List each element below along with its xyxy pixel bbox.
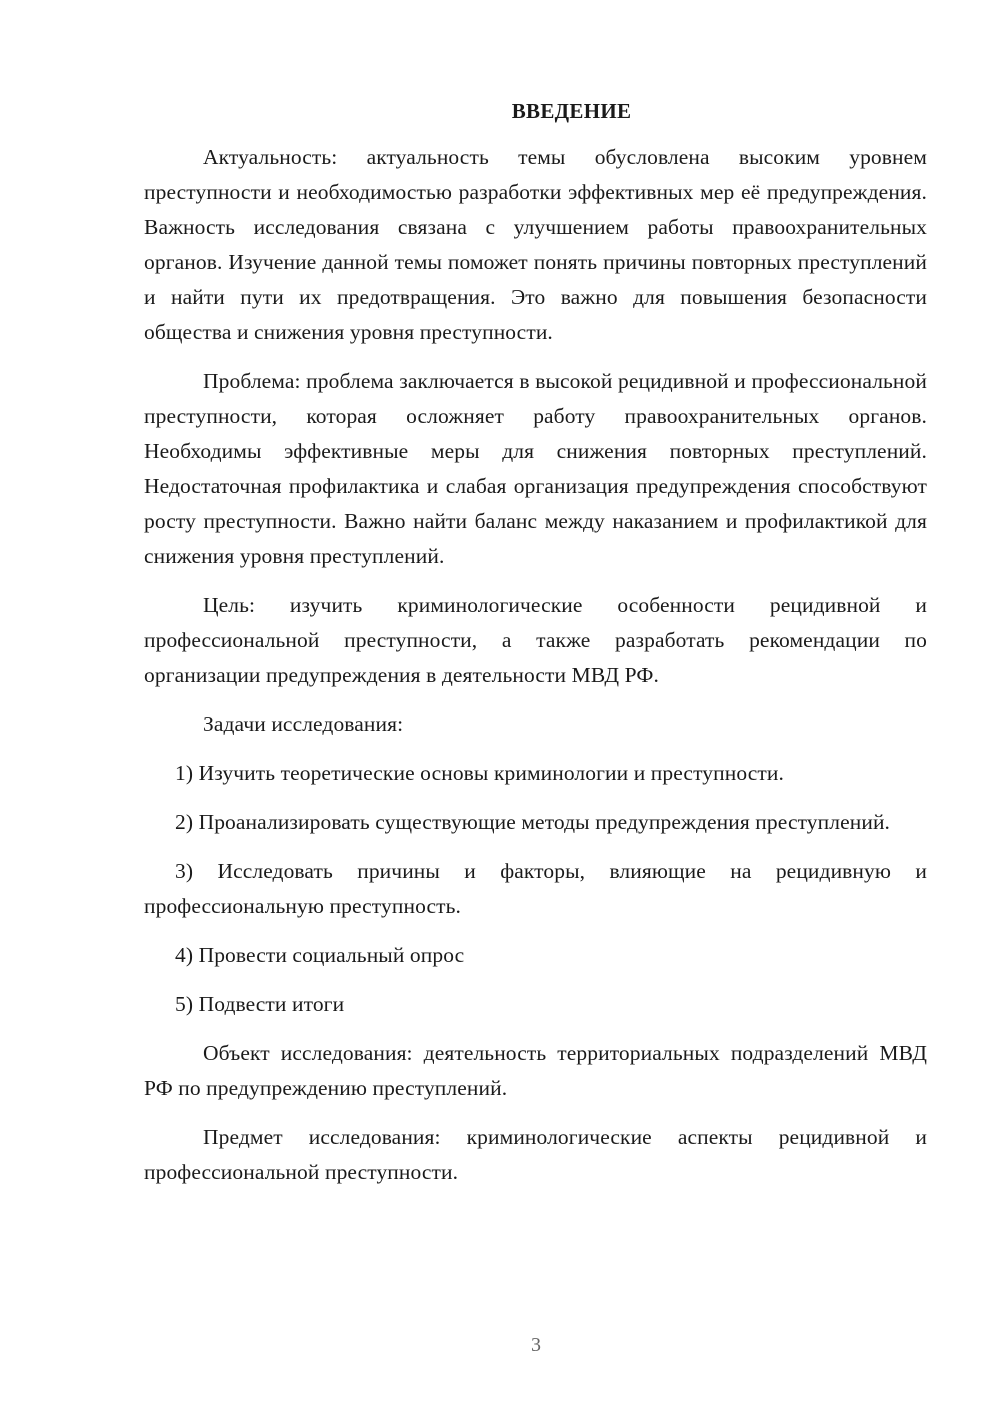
page-number: 3 <box>531 1334 541 1356</box>
paragraph-goal: Цель: изучить криминологические особенности рецидивной и профессиональной преступности, а также разработать рекомендации по организации предупреждения в деятельности МВД РФ. <box>144 593 927 687</box>
task-item-4: 4) Провести социальный опрос <box>175 943 465 967</box>
paragraph-tasks-heading: Задачи исследования: <box>203 712 404 736</box>
paragraph-subject: Предмет исследования: криминологические аспекты рецидивной и профессиональной преступности. <box>144 1125 927 1184</box>
task-item-1: 1) Изучить теоретические основы криминологии и преступности. <box>175 761 784 785</box>
paragraph-relevance: Актуальность: актуальность темы обусловлена высоким уровнем преступности и необходимостью разработки эффективных мер её предупреждения. Важность исследования связана с улучшением работы правоохранительных органов. Изучение данной темы поможет понять причины повторных преступлений и найти пути их предотвращения. Это важно для повышения безопасности общества и снижения уровня преступности. <box>144 145 927 344</box>
section-heading: ВВЕДЕНИЕ <box>511 99 632 123</box>
task-item-2: 2) Проанализировать существующие методы предупреждения преступлений. <box>175 810 891 834</box>
task-item-5: 5) Подвести итоги <box>175 992 345 1016</box>
page-content <box>144 96 927 1204</box>
paragraph-problem: Проблема: проблема заключается в высокой рецидивной и профессиональной преступности, которая осложняет работу правоохранительных органов. Необходимы эффективные меры для снижения повторных преступлений. Недостаточная профилактика и слабая организация предупреждения способствуют росту преступности. Важно найти баланс между наказанием и профилактикой для снижения уровня преступлений. <box>144 369 927 568</box>
task-item-3: 3) Исследовать причины и факторы, влияющие на рецидивную и профессиональную преступность. <box>144 859 927 918</box>
paragraph-object: Объект исследования: деятельность территориальных подразделений МВД РФ по предупреждению преступлений. <box>144 1041 927 1100</box>
